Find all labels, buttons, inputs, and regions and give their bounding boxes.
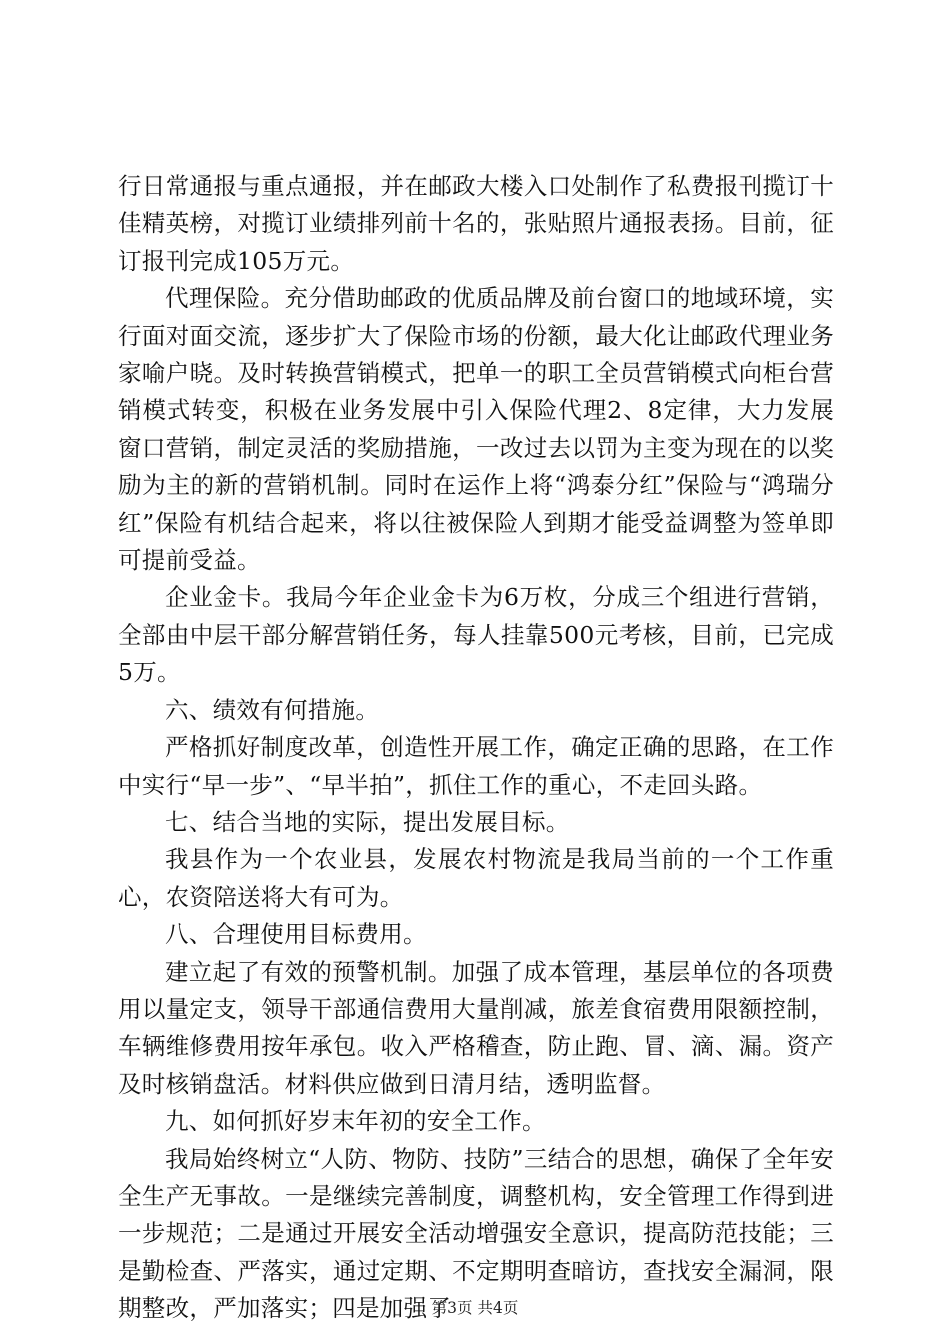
section-heading-6: 六、绩效有何措施。 [165, 695, 380, 724]
paragraph-1: 行日常通报与重点通报，并在邮政大楼入口处制作了私费报刊揽订十佳精英榜，对揽订业绩排列前十名的，张贴照片通报表扬。目前，征订报刊完成105万元。 [118, 172, 834, 275]
section-heading-9: 九、如何抓好岁末年初的安全工作。 [165, 1107, 546, 1136]
page-number-footer: 第3页 共4页 [431, 1299, 519, 1317]
paragraph-development-goal: 我县作为一个农业县，发展农村物流是我局当前的一个工作重心，农资陪送将大有可为。 [118, 845, 834, 911]
paragraph-cost-control: 建立起了有效的预警机制。加强了成本管理，基层单位的各项费用以量定支，领导干部通信费用大量削减，旅差食宿费用限额控制，车辆维修费用按年承包。收入严格稽查，防止跑、冒、滴、漏。资产及时核销盘活。材料供应做到日清月结，透明监督。 [118, 957, 834, 1098]
paragraph-performance: 严格抓好制度改革，创造性开展工作，确定正确的思路，在工作中实行“早一步”、“早半拍”，抓住工作的重心，不走回头路。 [118, 733, 834, 799]
paragraph-safety: 我局始终树立“人防、物防、技防”三结合的思想，确保了全年安全生产无事故。一是继续完善制度，调整机构，安全管理工作得到进一步规范；二是通过开展安全活动增强安全意识，提高防范技能；三是勤检查、严落实，通过定期、不定期明查暗访，查找安全漏洞，限期整改，严加落实；四是加强了 [118, 1144, 834, 1323]
section-heading-7: 七、结合当地的实际，提出发展目标。 [165, 807, 570, 836]
section-heading-8: 八、合理使用目标费用。 [165, 920, 427, 949]
paragraph-insurance-agency: 代理保险。充分借助邮政的优质品牌及前台窗口的地域环境，实行面对面交流，逐步扩大了保险市场的份额，最大化让邮政代理业务家喻户晓。及时转换营销模式，把单一的职工全员营销模式向柜台营销模式转变，积极在业务发展中引入保险代理2、8定律，大力发展窗口营销，制定灵活的奖励措施，一改过去以罚为主变为现在的以奖励为主的新的营销机制。同时在运作上将“鸿泰分红”保险与“鸿瑞分红”保险有机结合起来，将以往被保险人到期才能受益调整为签单即可提前受益。 [118, 284, 834, 575]
paragraph-enterprise-card: 企业金卡。我局今年企业金卡为6万枚，分成三个组进行营销，全部由中层干部分解营销任务，每人挂靠500元考核，目前，已完成5万。 [118, 583, 834, 687]
document-body [118, 168, 834, 1328]
